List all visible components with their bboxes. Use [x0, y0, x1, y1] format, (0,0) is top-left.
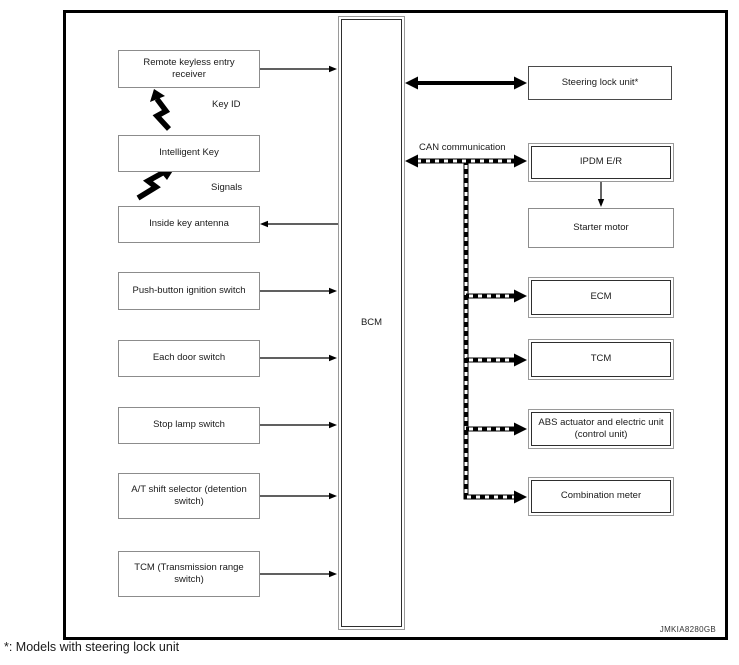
- can-branch-tcm: [466, 354, 527, 367]
- box-stop-lamp-switch: [118, 407, 260, 444]
- can-branch-abs: [466, 423, 527, 436]
- label-can-communication: CAN communication: [419, 142, 506, 153]
- box-remote-keyless-entry-receiver: [118, 50, 260, 88]
- box-label: A/T shift selector (detention switch): [131, 483, 247, 507]
- box-at-shift-selector: [118, 473, 260, 519]
- box-push-button-ignition-switch: [118, 272, 260, 310]
- box-tcm: [528, 339, 674, 380]
- arrow-bcm-to-inside-key-antenna: [260, 221, 338, 228]
- box-bcm: [338, 16, 405, 630]
- box-abs-actuator: [528, 409, 674, 449]
- box-label: IPDM E/R: [579, 156, 623, 168]
- arrow-at-shift-to-bcm: [259, 493, 337, 500]
- box-label: ECM: [590, 291, 612, 303]
- arrow-tcm-left-to-bcm: [259, 571, 337, 578]
- box-ecm: [528, 277, 674, 318]
- label-signals: Signals: [211, 182, 243, 193]
- can-bus-trunk: [466, 163, 527, 504]
- box-label: Each door switch: [152, 352, 226, 364]
- footnote: *: Models with steering lock unit: [4, 640, 180, 654]
- arrow-stop-lamp-to-bcm: [259, 422, 337, 429]
- box-label: Steering lock unit*: [561, 76, 639, 88]
- box-steering-lock-unit: [528, 66, 672, 100]
- bcm-label: BCM: [360, 316, 383, 328]
- box-ipdm-er: [528, 143, 674, 182]
- arrow-each-door-to-bcm: [259, 355, 337, 362]
- arrow-remote-keyless-to-bcm: [259, 66, 337, 73]
- box-label: TCM: [590, 353, 612, 365]
- wireless-bolt-key-id-icon: [150, 89, 169, 129]
- box-label: Push-button ignition switch: [132, 284, 246, 296]
- box-combination-meter: [528, 477, 674, 516]
- box-intelligent-key: [118, 135, 260, 172]
- label-key-id: Key ID: [212, 99, 241, 110]
- box-label: Remote keyless entry receiver: [143, 56, 235, 80]
- box-starter-motor: [528, 208, 674, 248]
- box-label: Intelligent Key: [159, 147, 219, 159]
- figure-code: JMKIA8280GB: [659, 625, 716, 634]
- arrow-push-button-to-bcm: [259, 288, 337, 295]
- arrow-ipdm-to-starter: [598, 181, 604, 207]
- box-tcm-transmission-range-switch: [118, 551, 260, 597]
- box-label: Combination meter: [560, 490, 642, 502]
- box-inside-key-antenna: [118, 206, 260, 243]
- box-label: TCM (Transmission range switch): [134, 561, 244, 585]
- box-label: Stop lamp switch: [153, 419, 225, 431]
- arrow-bcm-steering-lock: [405, 77, 527, 90]
- can-branch-ecm: [466, 290, 527, 303]
- box-label: Starter motor: [573, 221, 629, 233]
- box-each-door-switch: [118, 340, 260, 377]
- box-label: Inside key antenna: [149, 218, 229, 230]
- box-label: ABS actuator and electric unit (control unit): [538, 416, 664, 440]
